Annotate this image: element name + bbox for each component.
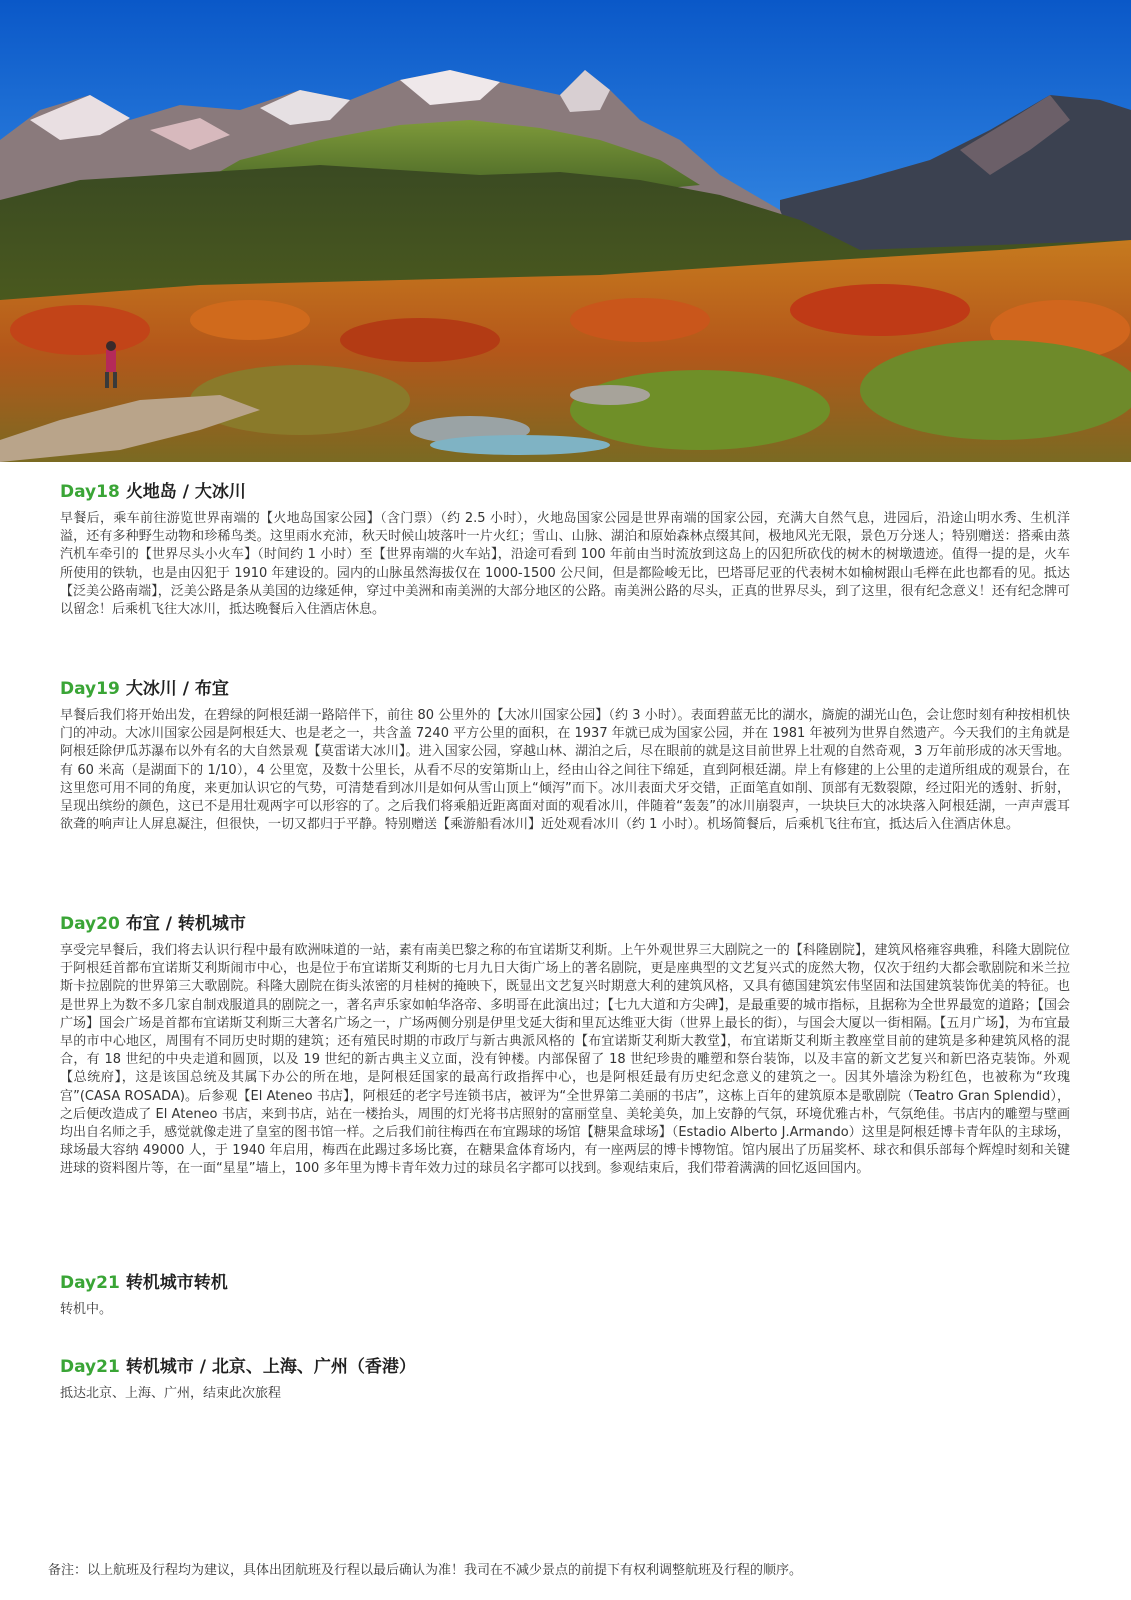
day-number: Day19 [60, 679, 120, 699]
hero-landscape-photo [0, 0, 1131, 462]
day-description: 抵达北京、上海、广州，结束此次旅程 [60, 1386, 282, 1401]
day-heading [60, 912, 1070, 936]
day-number: Day21 [60, 1273, 120, 1293]
day-route: 转机城市转机 [125, 1273, 228, 1293]
day-number: Day21 [60, 1357, 120, 1377]
day-route: 大冰川 / 布宜 [125, 679, 229, 699]
day-number: Day20 [60, 914, 120, 934]
day-description: 转机中。 [60, 1302, 113, 1317]
day-heading [60, 1355, 1070, 1379]
day-section-18 [60, 480, 1070, 619]
day-description: 早餐后，乘车前往游览世界南端的【火地岛国家公园】（含门票）（约 2.5 小时），火地岛国家公园是世界南端的国家公园，充满大自然气息，进园后，沿途山明水秀、生机洋溢，还有多种野生动物和珍稀鸟类。这里雨水充沛，秋天时候山坡落叶一片火红；雪山、山脉、湖泊和原始森林点缀其间，极地风光无限，景色万分迷人；特别赠送：搭乘由蒸汽机车牵引的【世界尽头小火车】（时间约 1 小时）至【世界南端的火车站】，沿途可看到 100 年前由当时流放到这岛上的囚犯所砍伐的树木的树墩遗迹。值得一提的是，火车所使用的铁轨，也是由囚犯于 1910 年建设的。园内的山脉虽然海拔仅在 1000-1500 公尺间，但是都险峻无比，巴塔哥尼亚的代表树木如榆树跟山毛榉在此也都看的见。抵达【泛美公路南端】，泛美公路是条从美国的边缘延伸，穿过中美洲和南美洲的大部分地区的公路。南美洲公路的尽头，正真的世界尽头，到了这里，很有纪念意义！还有纪念牌可以留念！后乘机飞往大冰川，抵达晚餐后入住酒店休息。 [60, 511, 1070, 618]
day-route: 布宜 / 转机城市 [125, 914, 246, 934]
day-number: Day18 [60, 482, 120, 502]
day-route: 火地岛 / 大冰川 [125, 482, 246, 502]
footer-note: 备注：以上航班及行程均为建议，具体出团航班及行程以最后确认为准！我司在不减少景点的前提下有权利调整航班及行程的顺序。 [48, 1563, 803, 1578]
day-section-20 [60, 912, 1070, 1179]
day-heading [60, 480, 1070, 504]
day-section-21-transit [60, 1271, 1070, 1319]
day-heading [60, 677, 1070, 701]
day-heading [60, 1271, 1070, 1295]
day-description: 早餐后我们将开始出发，在碧绿的阿根廷湖一路陪伴下，前往 80 公里外的【大冰川国家公园】（约 3 小时）。表面碧蓝无比的湖水，旖旎的湖光山色，会让您时刻有种按相机快门的冲动。大冰川国家公园是阿根廷大、也是老之一，共含盖 7240 平方公里的面积，在 1937 年就已成为国家公园，并在 1981 年被列为世界自然遗产。今天我们的主角就是阿根廷除伊瓜苏瀑布以外有名的大自然景观【莫雷诺大冰川】。进入国家公园，穿越山林、湖泊之后，尽在眼前的就是这目前世界上壮观的自然奇观，3 万年前形成的冰天雪地。有 60 米高（是湖面下的 1/10），4 公里宽，及数十公里长，从看不尽的安第斯山上，经由山谷之间往下绵延，直到阿根廷湖。岸上有修建的上公里的走道所组成的观景台，在这里您可用不同的角度，来更加认识它的气势，可清楚看到冰川是如何从雪山顶上“倾泻”而下。冰川表面犬牙交错，正面笔直如削、顶部有无数裂隙，经过阳光的透射、折射，呈现出缤纷的颜色，这已不是用壮观两字可以形容的了。之后我们将乘船近距离面对面的观看冰川，伴随着“轰轰”的冰川崩裂声，一块块巨大的冰块落入阿根廷湖，一声声震耳欲聋的响声让人屏息凝注，但很快，一切又都归于平静。特别赠送【乘游船看冰川】近处观看冰川（约 1 小时）。机场简餐后，后乘机飞往布宜，抵达后入住酒店休息。 [60, 708, 1070, 833]
day-section-21-arrival [60, 1355, 1070, 1403]
mountain-landscape-illustration [0, 0, 1131, 462]
day-description: 享受完早餐后，我们将去认识行程中最有欧洲味道的一站，素有南美巴黎之称的布宜诺斯艾利斯。上午外观世界三大剧院之一的【科隆剧院】，建筑风格雍容典雅，科隆大剧院位于阿根廷首都布宜诺斯艾利斯闹市中心，也是位于布宜诺斯艾利斯的七月九日大街广场上的著名剧院，更是座典型的文艺复兴式的庞然大物，仅次于纽约大都会歌剧院和米兰拉斯卡拉剧院的世界第三大歌剧院。科隆大剧院在街头浓密的月桂树的掩映下，既显出文艺复兴时期意大利的建筑风格，又具有德国建筑宏伟坚固和法国建筑装饰优美的特征。也是世界上为数不多几家自制戏服道具的剧院之一，著名声乐家如帕华洛帝、多明哥在此演出过；【七九大道和方尖碑】，是最重要的城市指标，且据称为全世界最宽的道路；【国会广场】国会广场是首都布宜诺斯艾利斯三大著名广场之一，广场两侧分别是伊里戈延大街和里瓦达维亚大街（世界上最长的街），与国会大厦以一街相隔。【五月广场】，为布宜最早的市中心地区，周围有不同历史时期的建筑；还有殖民时期的市政厅与新古典派风格的【布宜诺斯艾利斯大教堂】，布宜诺斯艾利斯主教座堂目前的建筑是多种建筑风格的混合，有 18 世纪的中央走道和圆顶，以及 19 世纪的新古典主义立面，没有钟楼。内部保留了 18 世纪珍贵的雕塑和祭台装饰，以及丰富的新文艺复兴和新巴洛克装饰。外观【总统府】，这是该国总统及其属下办公的所在地，是阿根廷国家的最高行政指挥中心，也是阿根廷最有历史纪念意义的建筑之一。因其外墙涂为粉红色，也被称为“玫瑰宫”(CASA ROSADA)。后参观【El Ateneo 书店】，阿根廷的老字号连锁书店，被评为“全世界第二美丽的书店”，这栋上百年的建筑原本是歌剧院（Teatro Gran Splendid），之后便改造成了 El Ateneo 书店，来到书店，站在一楼抬头，周围的灯光将书店照射的富丽堂皇、美轮美奂，加上安静的气氛，环境优雅古朴，气氛绝佳。书店内的雕塑与壁画均出自名师之手，感觉就像走进了皇室的图书馆一样。之后我们前往梅西在布宜踢球的场馆【糖果盒球场】（Estadio Alberto J.Armando）这里是阿根廷博卡青年队的主球场，球场最大容纳 49000 人，于 1940 年启用，梅西在此踢过多场比赛，在糖果盒体育场内，有一座两层的博卡博物馆。馆内展出了历届奖杯、球衣和俱乐部每个辉煌时刻和关键进球的资料图片等，在一面“星星”墙上，100 多年里为博卡青年效力过的球员名字都可以找到。参观结束后，我们带着满满的回忆返回国内。 [60, 943, 1070, 1177]
day-route: 转机城市 / 北京、上海、广州（香港） [125, 1357, 416, 1377]
day-section-19 [60, 677, 1070, 834]
